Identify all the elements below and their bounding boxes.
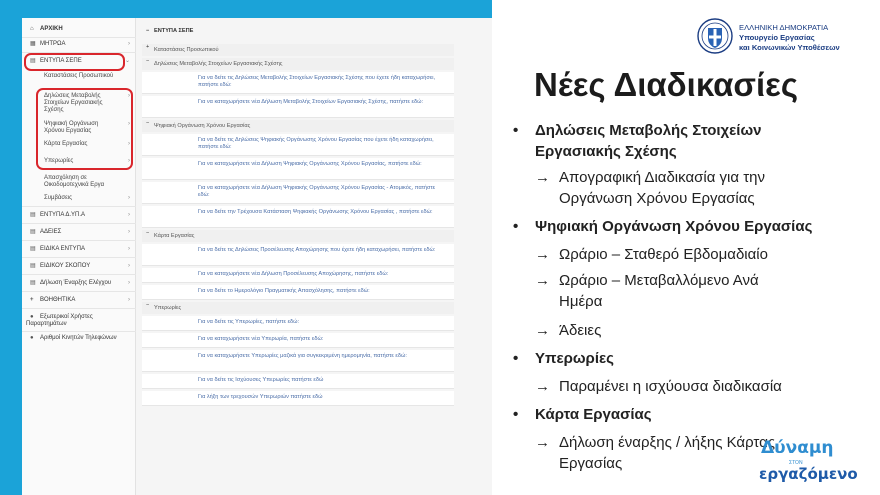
sidebar-subitem-work-card[interactable]: Κάρτα Εργασίας › — [44, 141, 130, 147]
ministry-logo — [697, 18, 867, 58]
subbullet-current-procedure: → Παραμένει η ισχύουσα διαδικασία — [535, 378, 782, 395]
action-link[interactable] — [142, 134, 454, 156]
action-link[interactable] — [142, 316, 454, 331]
chevron-right-icon: › — [128, 229, 130, 235]
section-header-label: Υπερωρίες — [154, 305, 182, 311]
sidebar-item-leaves[interactable]: ▤ ΑΔΕΙΕΣ › — [22, 229, 136, 241]
action-link-label: Για να καταχωρήσετε νέα Δήλωση Προσέλευσης Αποχώρησης, πατήστε εδώ: — [198, 271, 389, 277]
chevron-right-icon: › — [128, 121, 130, 127]
sidebar-item-auxiliary[interactable]: + ΒΟΗΘΗΤΙΚΑ › — [22, 297, 136, 309]
chevron-right-icon: › — [128, 141, 130, 147]
brand-logo — [759, 438, 869, 488]
section-header[interactable] — [142, 120, 454, 132]
arrow-right-icon: → — [535, 434, 550, 451]
sidebar-item-registries[interactable]: ▦ ΜΗΤΡΩΑ › — [22, 41, 136, 53]
chevron-right-icon: › — [128, 212, 130, 218]
ministry-line-1: ΕΛΛΗΝΙΚΗ ΔΗΜΟΚΡΑΤΙΑ — [739, 23, 829, 32]
ministry-line-3: και Κοινωνικών Υποθέσεων — [739, 43, 840, 52]
collapse-icon: − — [146, 302, 150, 308]
portal-window — [22, 18, 492, 495]
action-link-label: Για να καταχωρήσετε νέα Δήλωση Ψηφιακής Οργάνωσης Χρόνου Εργασίας, πατήστε εδώ: — [198, 161, 422, 167]
bullet-work-card: • Κάρτα Εργασίας — [513, 406, 652, 423]
chevron-right-icon: › — [128, 246, 130, 252]
sidebar-subitem-contracts[interactable]: Συμβάσεις › — [22, 195, 136, 207]
sidebar-item-home[interactable]: ⌂ ΑΡΧΙΚΗ — [22, 26, 136, 38]
brand-word-1: Δύναμη — [761, 438, 834, 458]
subbullet-inventory-procedure: → Απογραφική Διαδικασία για την Οργάνωση Χρόνου Εργασίας — [535, 169, 765, 207]
section-header-label: Δηλώσεις Μεταβολής Στοιχείων Εργασιακής Σχέσης — [154, 61, 283, 67]
subbullet-leaves: → Άδειες — [535, 322, 602, 339]
brand-word-3: εργαζόμενο — [759, 465, 858, 483]
section-header[interactable] — [142, 302, 454, 314]
arrow-right-icon: → — [535, 246, 550, 263]
chevron-right-icon: › — [128, 93, 130, 99]
sidebar-subitem-staff-statements[interactable]: Καταστάσεις Προσωπικού — [44, 73, 114, 79]
brand-word-2: ΣΤΟΝ — [789, 460, 803, 466]
sidebar-subitem-construction-work[interactable]: Απασχόληση σε Οικοδομοτεχνικά Εργα — [44, 175, 105, 188]
ministry-line-2: Υπουργείο Εργασίας — [739, 33, 815, 42]
action-link[interactable] — [142, 285, 454, 300]
action-link[interactable] — [142, 333, 454, 348]
sidebar — [22, 18, 136, 495]
action-link[interactable] — [142, 96, 454, 118]
form-icon: ▤ — [30, 263, 36, 269]
expand-icon: + — [146, 44, 150, 50]
collapse-icon: − — [146, 120, 150, 126]
form-icon: ▤ — [30, 229, 36, 235]
action-link-label: Για να δείτε τις Δηλώσεις Μεταβολής Στοιχείων Εργασιακής Σχέσης που έχετε ήδη καταχωρήσει, πατήστε εδώ: — [198, 75, 436, 88]
collapse-icon: − — [146, 58, 150, 64]
action-link-label: Για να καταχωρήσετε Υπερωρίες μαζικά για συγκεκριμένη ημερομηνία, πατήστε εδώ: — [198, 353, 407, 359]
sidebar-item-inspection-start[interactable]: ▤ Δήλωση Έναρξης Ελέγχου › — [22, 280, 136, 292]
chevron-right-icon: › — [128, 280, 130, 286]
action-link-label: Για να δείτε την Τρέχουσα Κατάσταση Ψηφιακής Οργάνωσης Χρόνου Εργασίας , πατήστε εδώ: — [198, 209, 433, 215]
action-link[interactable] — [142, 244, 454, 266]
action-link-label: Για να καταχωρήσετε νέα Δήλωση Ψηφιακής Οργάνωσης Χρόνου Εργασίας - Ατομικός, πατήστε εδώ: — [198, 185, 436, 198]
sidebar-subitem-employment-changes[interactable]: Δηλώσεις Μεταβολής Στοιχείων Εργασιακής Σχέσης › — [44, 93, 130, 113]
sidebar-item-mobile-numbers[interactable]: ● Αριθμοί Κινητών Τηλεφώνων — [30, 335, 117, 341]
users-icon: ● — [30, 335, 34, 341]
section-header[interactable] — [142, 44, 454, 56]
form-icon: ▤ — [30, 212, 36, 218]
action-link-label: Για να δείτε το Ημερολόγιο Πραγματικής Απασχόλησης, πατήστε εδώ: — [198, 288, 370, 294]
chevron-right-icon: › — [128, 263, 130, 269]
section-header[interactable] — [142, 58, 454, 70]
sidebar-item-external-users[interactable]: ● Εξωτερικοί Χρήστες Παραρτημάτων — [22, 314, 136, 332]
action-link-label: Για να δείτε τις Δηλώσεις Προσέλευσης Αποχώρησης που έχετε ήδη καταχωρήσει, πατήστε εδώ: — [198, 247, 436, 253]
action-link[interactable] — [142, 72, 454, 94]
highlight-sepe-forms — [24, 53, 125, 71]
collapse-icon: − — [146, 28, 150, 34]
section-header[interactable] — [142, 230, 454, 242]
sidebar-item-dypa-forms[interactable]: ▤ ΕΝΤΥΠΑ Δ.ΥΠ.Α › — [22, 212, 136, 224]
arrow-right-icon: → — [535, 322, 550, 339]
action-link-label: Για λήξη των τρεχουσών Υπερωριών πατήστε εδώ — [198, 394, 323, 400]
highlight-new-procedures — [36, 88, 133, 170]
action-link[interactable] — [142, 182, 454, 204]
sidebar-subitem-digital-work-time[interactable]: Ψηφιακή Οργάνωση Χρόνου Εργασίας › — [44, 121, 130, 134]
arrow-right-icon: → — [535, 169, 550, 186]
content-root-header[interactable]: − ΕΝΤΥΠΑ ΣΕΠΕ — [146, 28, 194, 34]
form-icon: ▤ — [30, 280, 36, 286]
action-link-label: Για να καταχωρήσετε νέα Υπερωρία, πατήστε εδώ: — [198, 336, 324, 342]
chevron-right-icon: › — [128, 195, 130, 201]
bullet-dot-icon: • — [513, 218, 519, 235]
bullet-dot-icon: • — [513, 122, 519, 139]
chevron-right-icon: › — [128, 41, 130, 47]
action-link[interactable] — [142, 391, 454, 406]
home-icon: ⌂ — [30, 26, 34, 32]
section-header-label: Κάρτα Εργασίας — [154, 233, 195, 239]
action-link-label: Για να δείτε τις Δηλώσεις Ψηφιακής Οργάνωσης Χρόνου Εργασίας που έχετε ήδη καταχωρήσει, πατήστε εδώ: — [198, 137, 434, 150]
bullet-dot-icon: • — [513, 350, 519, 367]
action-link[interactable] — [142, 268, 454, 283]
bullet-digital-work-time: • Ψηφιακή Οργάνωση Χρόνου Εργασίας — [513, 218, 813, 235]
greek-emblem-icon — [697, 18, 733, 54]
action-link[interactable] — [142, 206, 454, 228]
collapse-icon: − — [146, 230, 150, 236]
action-link[interactable] — [142, 350, 454, 372]
sidebar-item-special-purpose[interactable]: ▤ ΕΙΔΙΚΟΥ ΣΚΟΠΟΥ › — [22, 263, 136, 275]
arrow-right-icon: → — [535, 378, 550, 395]
sidebar-subitem-overtime[interactable]: Υπερωρίες › — [44, 158, 130, 164]
bullet-overtime: • Υπερωρίες — [513, 350, 614, 367]
sidebar-item-special-forms[interactable]: ▤ ΕΙΔΙΚΑ ΕΝΤΥΠΑ › — [22, 246, 136, 258]
action-link-label: Για να δείτε τις Ισχύουσες Υπερωρίες πατήστε εδώ — [198, 377, 324, 383]
section-header-label: Ψηφιακή Οργάνωση Χρόνου Εργασίας — [154, 123, 251, 129]
action-link-label: Για να καταχωρήσετε νέα Δήλωση Μεταβολής Στοιχείων Εργασιακής Σχέσης, πατήστε εδώ: — [198, 99, 424, 105]
slide-title: Νέες Διαδικασίες — [534, 66, 798, 103]
users-icon: ● — [30, 314, 34, 320]
action-link[interactable] — [142, 158, 454, 180]
arrow-right-icon: → — [535, 272, 550, 289]
chevron-right-icon: › — [128, 297, 130, 303]
chevron-down-icon: ⌄ — [124, 58, 130, 64]
form-icon: ▤ — [30, 246, 36, 252]
action-link[interactable] — [142, 374, 454, 389]
form-icon: ▤ — [30, 58, 36, 64]
bullet-employment-changes: • Δηλώσεις Μεταβολής Στοιχείων Εργασιακής Σχέσης — [513, 122, 762, 160]
plus-icon: + — [30, 297, 34, 303]
chevron-right-icon: › — [128, 158, 130, 164]
subbullet-fixed-weekly: → Ωράριο – Σταθερό Εβδομαδιαίο — [535, 246, 768, 263]
subbullet-variable-daily: → Ωράριο – Μεταβαλλόμενο Ανά Ημέρα — [535, 272, 759, 310]
registry-icon: ▦ — [30, 41, 36, 47]
bullet-dot-icon: • — [513, 406, 519, 423]
subbullet-card-start-end: → Δήλωση έναρξης / λήξης Κάρτας Εργασίας — [535, 434, 776, 472]
sidebar-item-sepe-forms[interactable]: ▤ ΕΝΤΥΠΑ ΣΕΠΕ ⌄ — [30, 58, 130, 64]
action-link-label: Για να δείτε τις Υπερωρίες, πατήστε εδώ: — [198, 319, 300, 325]
section-header-label: Καταστάσεις Προσωπικού — [154, 47, 219, 53]
